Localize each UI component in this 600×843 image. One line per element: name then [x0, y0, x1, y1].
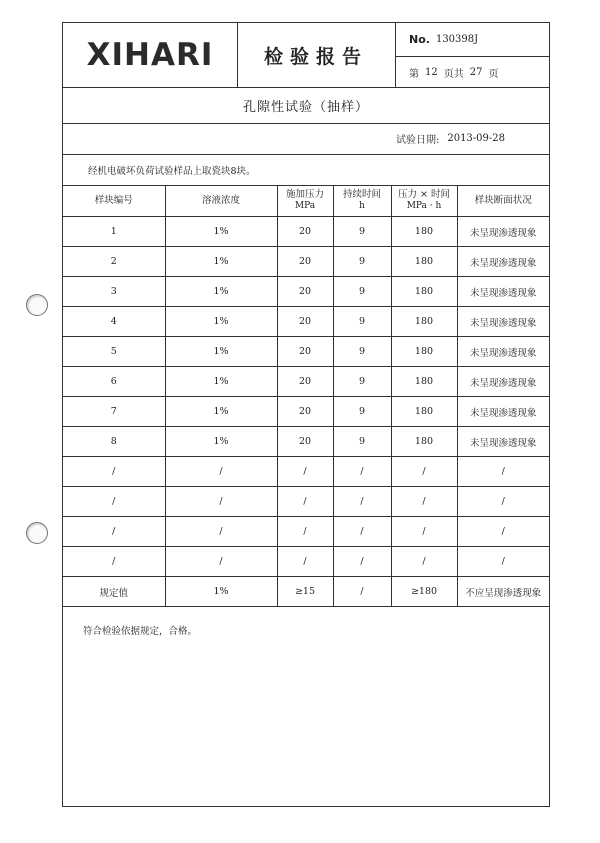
table-cell: 180	[391, 337, 457, 367]
table-row	[63, 427, 549, 457]
table-cell: /	[165, 487, 277, 517]
page-total: 27	[469, 66, 483, 78]
report-header	[63, 23, 549, 88]
report-sheet	[62, 22, 550, 807]
table-cell: 未呈现渗透现象	[457, 337, 549, 367]
table-cell: 180	[391, 217, 457, 247]
table-cell: 20	[277, 337, 333, 367]
table-cell: 未呈现渗透现象	[457, 397, 549, 427]
table-cell: 1%	[165, 247, 277, 277]
column-header: 样块断面状况	[457, 186, 549, 217]
column-header: 压力 × 时间 MPa · h	[391, 186, 457, 217]
table-cell: 180	[391, 427, 457, 457]
table-cell: /	[165, 517, 277, 547]
table-row	[63, 307, 549, 337]
table-cell: /	[277, 547, 333, 577]
table-cell: /	[457, 487, 549, 517]
table-cell: 9	[333, 247, 391, 277]
table-cell: /	[457, 457, 549, 487]
table-cell: 未呈现渗透现象	[457, 427, 549, 457]
test-date-row	[63, 123, 549, 155]
table-cell: 9	[333, 337, 391, 367]
table-cell: 9	[333, 277, 391, 307]
table-cell: /	[391, 517, 457, 547]
page-suffix: 页	[488, 68, 499, 80]
table-cell: /	[63, 457, 165, 487]
results-table	[63, 185, 549, 607]
table-row	[63, 547, 549, 577]
column-header: 样块编号	[63, 186, 165, 217]
table-cell: /	[333, 547, 391, 577]
table-cell: 9	[333, 427, 391, 457]
table-cell: 1	[63, 217, 165, 247]
table-cell: /	[277, 487, 333, 517]
table-cell: 20	[277, 367, 333, 397]
company-logo: XIHARI	[63, 23, 238, 87]
page-middle: 页共	[443, 68, 464, 80]
table-cell: 20	[277, 277, 333, 307]
table-cell: 5	[63, 337, 165, 367]
page-current: 12	[425, 66, 438, 78]
table-cell: 180	[391, 277, 457, 307]
test-date-label: 试验日期:	[395, 135, 440, 146]
report-title: 检验报告	[237, 23, 396, 87]
table-cell: 1%	[165, 397, 277, 427]
table-cell: /	[165, 457, 277, 487]
column-header: 持续时间 h	[333, 186, 391, 217]
spec-row	[63, 577, 549, 607]
table-cell: /	[457, 517, 549, 547]
table-cell: /	[333, 487, 391, 517]
table-cell: 2	[63, 247, 165, 277]
table-cell: 180	[391, 367, 457, 397]
table-cell: /	[63, 547, 165, 577]
table-cell: 20	[277, 217, 333, 247]
table-row	[63, 517, 549, 547]
table-cell: 20	[277, 247, 333, 277]
report-number-label: No.	[409, 33, 430, 46]
table-cell: /	[63, 487, 165, 517]
table-cell: 20	[277, 427, 333, 457]
table-cell: 未呈现渗透现象	[457, 367, 549, 397]
table-cell: 1%	[165, 217, 277, 247]
table-row	[63, 487, 549, 517]
table-cell: /	[391, 487, 457, 517]
spec-cell: ≥180	[391, 577, 457, 607]
table-cell: 1%	[165, 367, 277, 397]
table-cell: /	[165, 547, 277, 577]
table-cell: 未呈现渗透现象	[457, 217, 549, 247]
spec-cell: ≥15	[277, 577, 333, 607]
table-cell: /	[333, 517, 391, 547]
table-cell: /	[277, 457, 333, 487]
test-date-value: 2013-09-28	[447, 133, 505, 144]
test-name: 孔隙性试验（抽样）	[63, 87, 549, 124]
table-row	[63, 457, 549, 487]
table-cell: /	[277, 517, 333, 547]
table-cell: 未呈现渗透现象	[457, 277, 549, 307]
table-cell: 20	[277, 397, 333, 427]
spec-cell: 1%	[165, 577, 277, 607]
table-cell: 8	[63, 427, 165, 457]
table-cell: 1%	[165, 307, 277, 337]
table-row	[63, 247, 549, 277]
table-row	[63, 337, 549, 367]
table-cell: 180	[391, 247, 457, 277]
table-cell: /	[391, 457, 457, 487]
table-cell: 未呈现渗透现象	[457, 247, 549, 277]
conclusion: 符合检验依据规定，合格。	[83, 626, 198, 637]
table-cell: 9	[333, 397, 391, 427]
table-header-row	[63, 186, 549, 217]
table-cell: /	[333, 457, 391, 487]
table-cell: 180	[391, 307, 457, 337]
table-cell: 180	[391, 397, 457, 427]
table-cell: 3	[63, 277, 165, 307]
spec-cell: /	[333, 577, 391, 607]
table-cell: /	[63, 517, 165, 547]
table-cell: 9	[333, 307, 391, 337]
table-cell: 1%	[165, 337, 277, 367]
table-cell: 7	[63, 397, 165, 427]
table-cell: 1%	[165, 427, 277, 457]
table-cell: 9	[333, 367, 391, 397]
report-number-value: 130398J	[435, 34, 479, 45]
table-cell: 9	[333, 217, 391, 247]
page-indicator	[395, 57, 549, 87]
punch-hole-top	[26, 294, 48, 316]
table-cell: 6	[63, 367, 165, 397]
table-cell: /	[457, 547, 549, 577]
spec-cell: 规定值	[63, 577, 165, 607]
column-header: 溶液浓度	[165, 186, 277, 217]
table-cell: 20	[277, 307, 333, 337]
table-row	[63, 217, 549, 247]
table-cell: 4	[63, 307, 165, 337]
table-cell: /	[391, 547, 457, 577]
report-number	[395, 23, 549, 57]
table-cell: 未呈现渗透现象	[457, 307, 549, 337]
page-prefix: 第	[409, 68, 419, 80]
table-row	[63, 277, 549, 307]
table-row	[63, 367, 549, 397]
sample-description: 经机电破坏负荷试验样品上取瓷块8块。	[88, 166, 256, 177]
table-cell: 1%	[165, 277, 277, 307]
spec-cell: 不应呈现渗透现象	[457, 577, 549, 607]
column-header: 施加压力 MPa	[277, 186, 333, 217]
punch-hole-bottom	[26, 522, 48, 544]
table-row	[63, 397, 549, 427]
